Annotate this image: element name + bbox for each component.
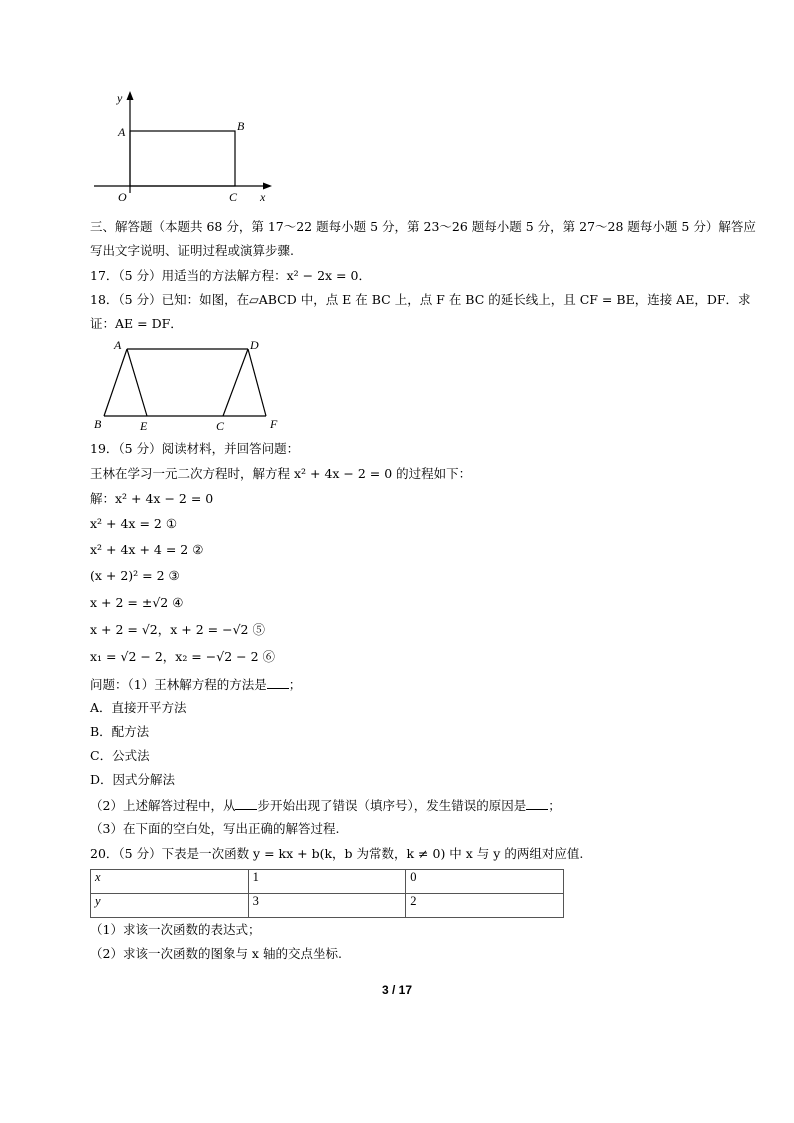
question-20-part1: （1）求该一次函数的表达式； bbox=[90, 922, 261, 937]
page-number: 3 / 17 bbox=[381, 983, 413, 997]
segment-AE bbox=[127, 349, 147, 416]
answer-blank-2[interactable] bbox=[235, 797, 257, 810]
answer-blank-1[interactable] bbox=[267, 676, 289, 689]
question-19-part2-end: ； bbox=[548, 798, 561, 813]
parallelogram-figure bbox=[90, 338, 315, 433]
solution-step-3: (x + 2)² = 2 ③ bbox=[90, 568, 180, 583]
section3-heading-line2: 写出文字说明、证明过程或演算步骤. bbox=[90, 243, 294, 258]
segment-DC bbox=[223, 349, 248, 416]
option-d: D．因式分解法 bbox=[90, 772, 176, 787]
option-b: B．配方法 bbox=[90, 724, 150, 739]
question-19-part1 bbox=[90, 676, 301, 693]
label-B: B bbox=[94, 417, 102, 431]
question-19-part2 bbox=[90, 797, 561, 814]
solution-step-1: x² + 4x = 2 ① bbox=[90, 516, 178, 531]
table-cell: 3 bbox=[248, 894, 406, 918]
label-F: F bbox=[270, 417, 278, 431]
label-C: C bbox=[229, 190, 238, 204]
solution-step-0: 解：x² + 4x − 2 = 0 bbox=[90, 491, 214, 506]
table-row bbox=[91, 894, 564, 918]
label-C: C bbox=[216, 419, 225, 433]
table-cell: 0 bbox=[406, 870, 564, 894]
solution-step-4: x + 2 = ±√2 ④ bbox=[90, 595, 184, 610]
rectangle-oabc bbox=[130, 131, 235, 186]
x-axis-arrow bbox=[263, 183, 272, 190]
answer-blank-3[interactable] bbox=[526, 797, 548, 810]
label-A: A bbox=[118, 125, 126, 139]
question-19-part2-text-a: （2）上述解答过程中，从 bbox=[90, 798, 236, 813]
question-19-part1-text: 问题：（1）王林解方程的方法是 bbox=[90, 677, 267, 692]
table-cell: 2 bbox=[406, 894, 564, 918]
label-y: y bbox=[117, 91, 123, 105]
table-cell: 1 bbox=[248, 870, 406, 894]
question-20-part2: （2）求该一次函数的图象与 x 轴的交点坐标. bbox=[90, 946, 342, 961]
y-axis-arrow bbox=[127, 91, 134, 100]
label-E: E bbox=[140, 419, 148, 433]
solution-step-6: x₁ = √2 − 2，x₂ = −√2 − 2 ⑥ bbox=[90, 649, 275, 664]
label-x: x bbox=[260, 190, 266, 204]
section3-heading-line1: 三、解答题（本题共 68 分，第 17～22 题每小题 5 分，第 23～26 题每小题 5 分，第 27～28 题每小题 5 分）解答应 bbox=[90, 219, 756, 234]
value-table bbox=[90, 869, 564, 918]
option-a: A．直接开平方法 bbox=[90, 700, 187, 715]
question-17: 17．（5 分）用适当的方法解方程：x² − 2x = 0． bbox=[90, 268, 371, 283]
segment-AB bbox=[104, 349, 127, 416]
question-19-part1-end: ； bbox=[288, 677, 302, 692]
table-cell: y bbox=[91, 894, 249, 918]
segment-DF bbox=[248, 349, 266, 416]
question-20-title: 20．（5 分）下表是一次函数 y = kx + b(k，b 为常数，k ≠ 0) 中 x 与 y 的两组对应值. bbox=[90, 846, 584, 861]
label-A: A bbox=[114, 338, 122, 352]
option-c: C．公式法 bbox=[90, 748, 150, 763]
label-D: D bbox=[250, 338, 259, 352]
table-row bbox=[91, 870, 564, 894]
label-O: O bbox=[118, 190, 127, 204]
solution-step-2: x² + 4x + 4 = 2 ② bbox=[90, 542, 204, 557]
label-B: B bbox=[237, 119, 245, 133]
solution-step-5: x + 2 = √2，x + 2 = −√2 ⑤ bbox=[90, 622, 265, 637]
question-19-part3: （3）在下面的空白处，写出正确的解答过程. bbox=[90, 821, 340, 836]
question-18-line1: 18．（5 分）已知：如图，在▱ABCD 中，点 E 在 BC 上，点 F 在 BC 的延长线上，且 CF = BE，连接 AE，DF．求 bbox=[90, 292, 751, 307]
question-19-part2-text-b: 步开始出现了错误（填序号），发生错误的原因是 bbox=[257, 798, 527, 813]
coordinate-figure bbox=[90, 85, 290, 210]
question-19-title: 19．（5 分）阅读材料，并回答问题： bbox=[90, 441, 300, 456]
question-18-line2: 证：AE = DF． bbox=[90, 316, 183, 331]
question-19-intro: 王林在学习一元二次方程时，解方程 x² + 4x − 2 = 0 的过程如下： bbox=[90, 466, 472, 481]
table-cell: x bbox=[91, 870, 249, 894]
